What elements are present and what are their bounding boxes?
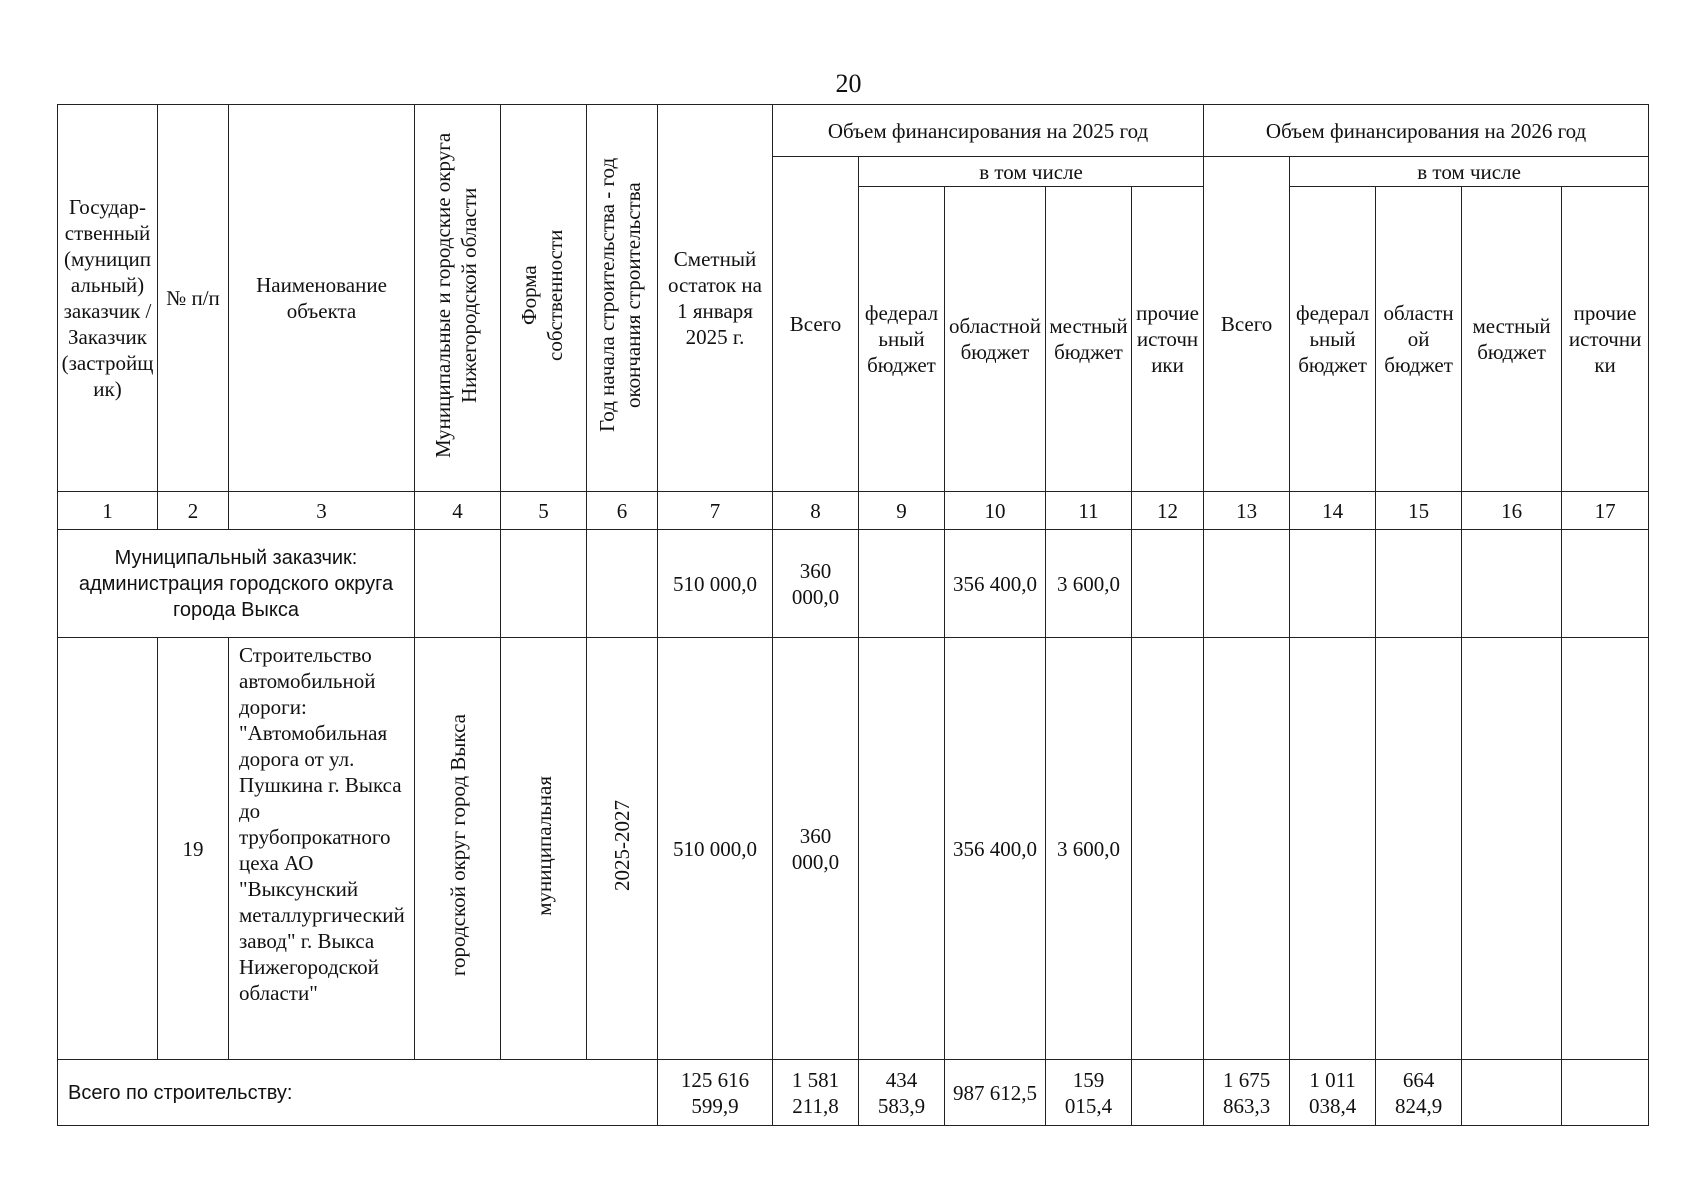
header-local-2026: местный бюджет xyxy=(1462,187,1562,492)
empty-cell xyxy=(1132,530,1204,638)
object-num: 19 xyxy=(158,638,229,1060)
empty-cell xyxy=(1290,638,1376,1060)
customer-estimate: 510 000,0 xyxy=(658,530,773,638)
empty-cell xyxy=(587,530,658,638)
empty-cell xyxy=(1132,638,1204,1060)
column-number: 4 xyxy=(415,492,501,530)
column-number: 6 xyxy=(587,492,658,530)
column-number: 12 xyxy=(1132,492,1204,530)
empty-cell xyxy=(1562,530,1649,638)
header-fin-2025: Объем финансирования на 2025 год xyxy=(773,105,1204,157)
customer-label: Муниципальный заказчик: администрация городского округа города Выкса xyxy=(58,530,415,638)
header-years: Год начала строительства - год окончания строительства xyxy=(587,105,658,492)
header-federal-2026: федеральный бюджет xyxy=(1290,187,1376,492)
object-local-2025: 3 600,0 xyxy=(1046,638,1132,1060)
empty-cell xyxy=(1376,530,1462,638)
header-ownership: Форма собственности xyxy=(501,105,587,492)
column-number: 13 xyxy=(1204,492,1290,530)
total-label: Всего по строительству: xyxy=(58,1060,658,1126)
header-total-2026: Всего xyxy=(1204,157,1290,492)
column-number: 17 xyxy=(1562,492,1649,530)
empty-cell xyxy=(1462,638,1562,1060)
total-estimate: 125 616 599,9 xyxy=(658,1060,773,1126)
column-number: 8 xyxy=(773,492,859,530)
total-local-2025: 159 015,4 xyxy=(1046,1060,1132,1126)
column-number: 11 xyxy=(1046,492,1132,530)
customer-local-2025: 3 600,0 xyxy=(1046,530,1132,638)
empty-cell xyxy=(1376,638,1462,1060)
financing-table xyxy=(57,104,1649,1126)
total-federal-2025: 434 583,9 xyxy=(859,1060,945,1126)
object-estimate: 510 000,0 xyxy=(658,638,773,1060)
empty-cell xyxy=(1290,530,1376,638)
column-number: 15 xyxy=(1376,492,1462,530)
total-federal-2026: 1 011 038,4 xyxy=(1290,1060,1376,1126)
object-row xyxy=(58,638,1649,1060)
total-row xyxy=(58,1060,1649,1126)
empty-cell xyxy=(1562,638,1649,1060)
header-fin-2026: Объем финансирования на 2026 год xyxy=(1204,105,1649,157)
customer-row xyxy=(58,530,1649,638)
empty-cell xyxy=(1132,1060,1204,1126)
object-regional-2025: 356 400,0 xyxy=(945,638,1046,1060)
empty-cell xyxy=(1204,638,1290,1060)
column-numbers-row xyxy=(58,492,1649,530)
header-num: № п/п xyxy=(158,105,229,492)
object-name: Строительство автомобильной дороги: "Автомобильная дорога от ул. Пушкина г. Выкса до трубопрокатного цеха АО "Выксунский металлургический завод" г. Выкса Нижегородской области" xyxy=(229,638,415,1060)
empty-cell xyxy=(1462,530,1562,638)
column-number: 2 xyxy=(158,492,229,530)
header-local-2025: местный бюджет xyxy=(1046,187,1132,492)
column-number: 14 xyxy=(1290,492,1376,530)
empty-cell xyxy=(1562,1060,1649,1126)
empty-cell xyxy=(859,638,945,1060)
column-number: 16 xyxy=(1462,492,1562,530)
header-object-name: Наименование объекта xyxy=(229,105,415,492)
object-years: 2025-2027 xyxy=(587,638,658,1060)
empty-cell xyxy=(859,530,945,638)
object-municipality: городской округ город Выкса xyxy=(415,638,501,1060)
column-number: 9 xyxy=(859,492,945,530)
header-including-2026: в том числе xyxy=(1290,157,1649,187)
total-regional-2025: 987 612,5 xyxy=(945,1060,1046,1126)
column-number: 7 xyxy=(658,492,773,530)
object-ownership: муниципальная xyxy=(501,638,587,1060)
header-regional-2026: областной бюджет xyxy=(1376,187,1462,492)
object-total-2025: 360 000,0 xyxy=(773,638,859,1060)
customer-total-2025: 360 000,0 xyxy=(773,530,859,638)
empty-cell xyxy=(1204,530,1290,638)
header-regional-2025: областной бюджет xyxy=(945,187,1046,492)
header-other-2026: прочие источники xyxy=(1562,187,1649,492)
header-total-2025: Всего xyxy=(773,157,859,492)
empty-cell xyxy=(58,638,158,1060)
total-regional-2026: 664 824,9 xyxy=(1376,1060,1462,1126)
header-customer: Государ-ственный (муниципальный) заказчик / Заказчик (застройщик) xyxy=(58,105,158,492)
customer-regional-2025: 356 400,0 xyxy=(945,530,1046,638)
empty-cell xyxy=(1462,1060,1562,1126)
header-including-2025: в том числе xyxy=(859,157,1204,187)
header-federal-2025: федеральный бюджет xyxy=(859,187,945,492)
total-2025: 1 581 211,8 xyxy=(773,1060,859,1126)
header-estimate: Сметный остаток на 1 января 2025 г. xyxy=(658,105,773,492)
column-number: 10 xyxy=(945,492,1046,530)
empty-cell xyxy=(501,530,587,638)
page-number: 20 xyxy=(835,69,862,98)
total-2026: 1 675 863,3 xyxy=(1204,1060,1290,1126)
column-number: 1 xyxy=(58,492,158,530)
header-other-2025: прочие источники xyxy=(1132,187,1204,492)
column-number: 5 xyxy=(501,492,587,530)
header-municipality: Муниципальные и городские округа Нижегородской области xyxy=(415,105,501,492)
column-number: 3 xyxy=(229,492,415,530)
empty-cell xyxy=(415,530,501,638)
